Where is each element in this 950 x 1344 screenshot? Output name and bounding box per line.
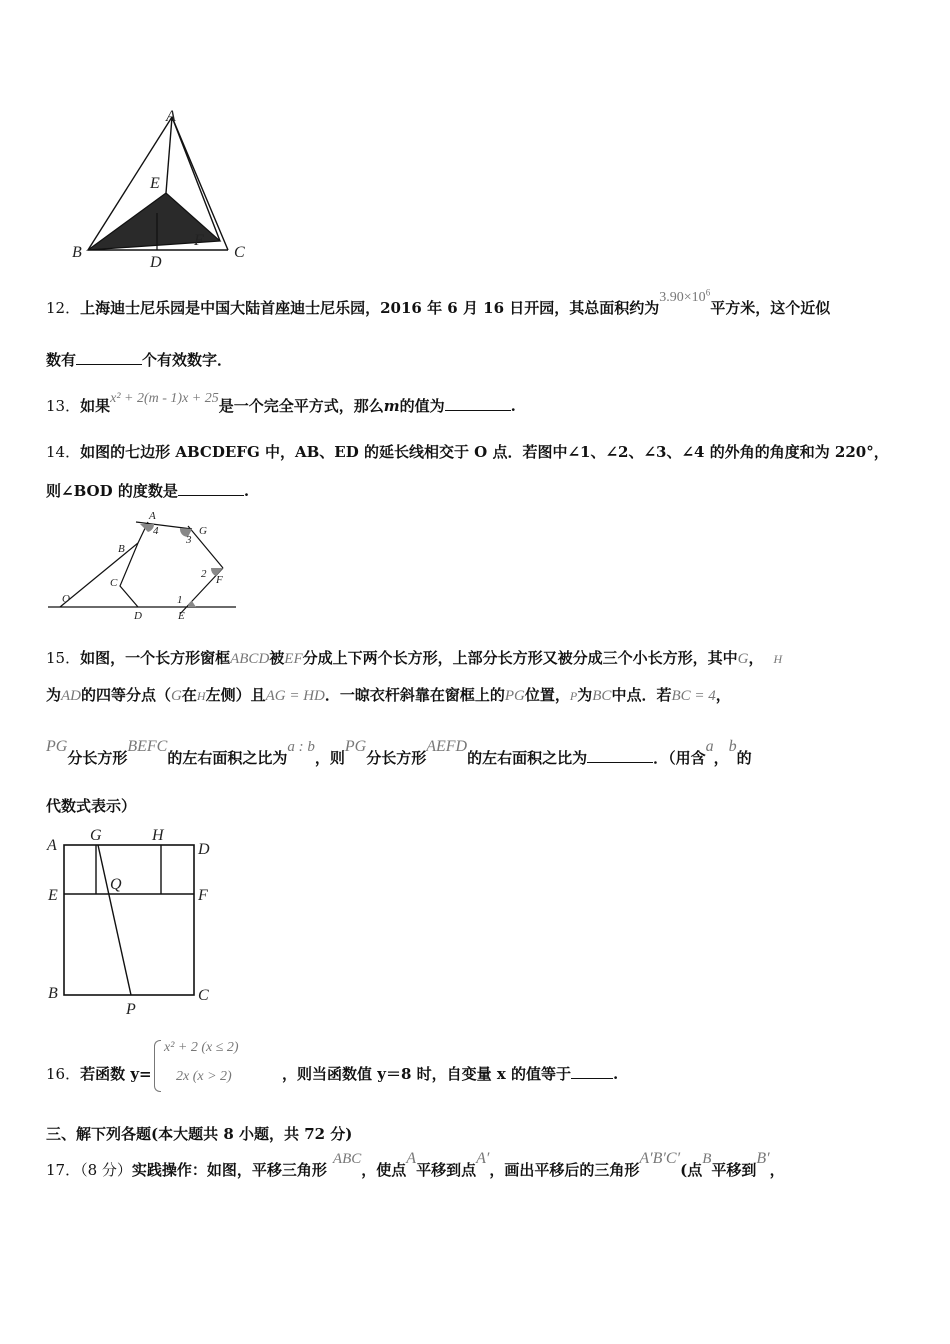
label-A: A <box>149 510 156 522</box>
question-17: 17．（8 分）实践操作：如图，平移三角形ABC，使点A平移到点A′，画出平移后的三角形A′B′C′(点B平移到B′， <box>46 1150 785 1179</box>
label-F: F <box>194 232 204 249</box>
label-B: B <box>48 985 58 1002</box>
section-3-title: 三、解下列各题(本大题共 8 小题，共 72 分) <box>46 1125 353 1143</box>
question-15-line4: 代数式表示） <box>46 797 137 815</box>
label-E: E <box>178 610 185 622</box>
label-B: B <box>72 244 82 261</box>
label-F: F <box>216 574 223 586</box>
answer-blank-16[interactable] <box>571 1078 613 1079</box>
label-D: D <box>150 254 162 270</box>
angle-4: 4 <box>153 525 159 537</box>
label-D: D <box>198 841 210 858</box>
question-16: 16．若函数 y= <box>46 1065 152 1083</box>
heptagon-figure <box>40 506 245 624</box>
label-G: G <box>199 525 207 537</box>
label-P: P <box>126 1001 136 1018</box>
angle-1: 1 <box>177 594 183 606</box>
window-figure <box>44 824 224 1018</box>
question-12-cont: 数有 个有效数字． <box>46 351 233 369</box>
answer-blank-13[interactable] <box>445 410 511 411</box>
label-A: A <box>166 108 176 125</box>
piecewise-function: x² + 2 (x ≤ 2) 2x (x > 2) <box>154 1038 274 1094</box>
label-G: G <box>90 827 102 844</box>
question-15: 15．如图，一个长方形窗框ABCD被EF分成上下两个长方形，上部分长方形又被分成三个小长方形，其中G， H <box>46 649 783 667</box>
label-B: B <box>118 543 125 555</box>
label-O: O <box>62 593 70 605</box>
label-E: E <box>48 887 58 904</box>
question-15-line3: PG分长方形BEFC的左右面积之比为a : b，则PG分长方形AEFD的左右面积之比为 ．（用含a，b的 <box>46 738 752 767</box>
label-Q: Q <box>110 876 122 893</box>
left-brace <box>154 1040 161 1092</box>
label-A: A <box>47 837 57 854</box>
question-13: 13．如果x² + 2(m - 1)x + 25是一个完全平方式，那么m的值为 . <box>46 391 516 415</box>
label-E: E <box>150 175 160 192</box>
quadratic-expression: x² + 2(m - 1)x + 25 <box>110 391 219 406</box>
question-16-cont: ，则当函数值 y＝8 时，自变量 x 的值等于 . <box>282 1065 619 1083</box>
answer-blank-12[interactable] <box>76 364 142 365</box>
answer-blank-14[interactable] <box>178 495 244 496</box>
angle-3: 3 <box>186 534 192 546</box>
question-14: 14．如图的七边形 ABCDEFG 中，AB、ED 的延长线相交于 O 点．若图中∠1、∠2、∠3、∠4 的外角的角度和为 220°， <box>46 443 889 461</box>
answer-blank-15[interactable] <box>587 762 653 763</box>
label-H: H <box>152 827 164 844</box>
label-C: C <box>234 244 245 261</box>
label-F: F <box>198 887 208 904</box>
area-value: $3.90\times 10^6$ <box>659 287 711 305</box>
angle-2: 2 <box>201 568 207 580</box>
label-D: D <box>134 610 142 622</box>
label-C: C <box>110 577 118 589</box>
question-15-line2: 为AD的四等分点（G在H左侧）且AG = HD．一晾衣杆斜靠在窗框上的PG位置，P为BC中点．若BC = 4， <box>46 686 731 704</box>
question-14-cont: 则∠BOD 的度数是 . <box>46 482 250 500</box>
question-12: 12．上海迪士尼乐园是中国大陆首座迪士尼乐园，2016 年 6 月 16 日开园，其总面积约为$3.90\times 10^6$平方米，这个近似 <box>46 287 831 317</box>
label-C: C <box>198 987 209 1004</box>
triangle-figure <box>68 105 258 270</box>
